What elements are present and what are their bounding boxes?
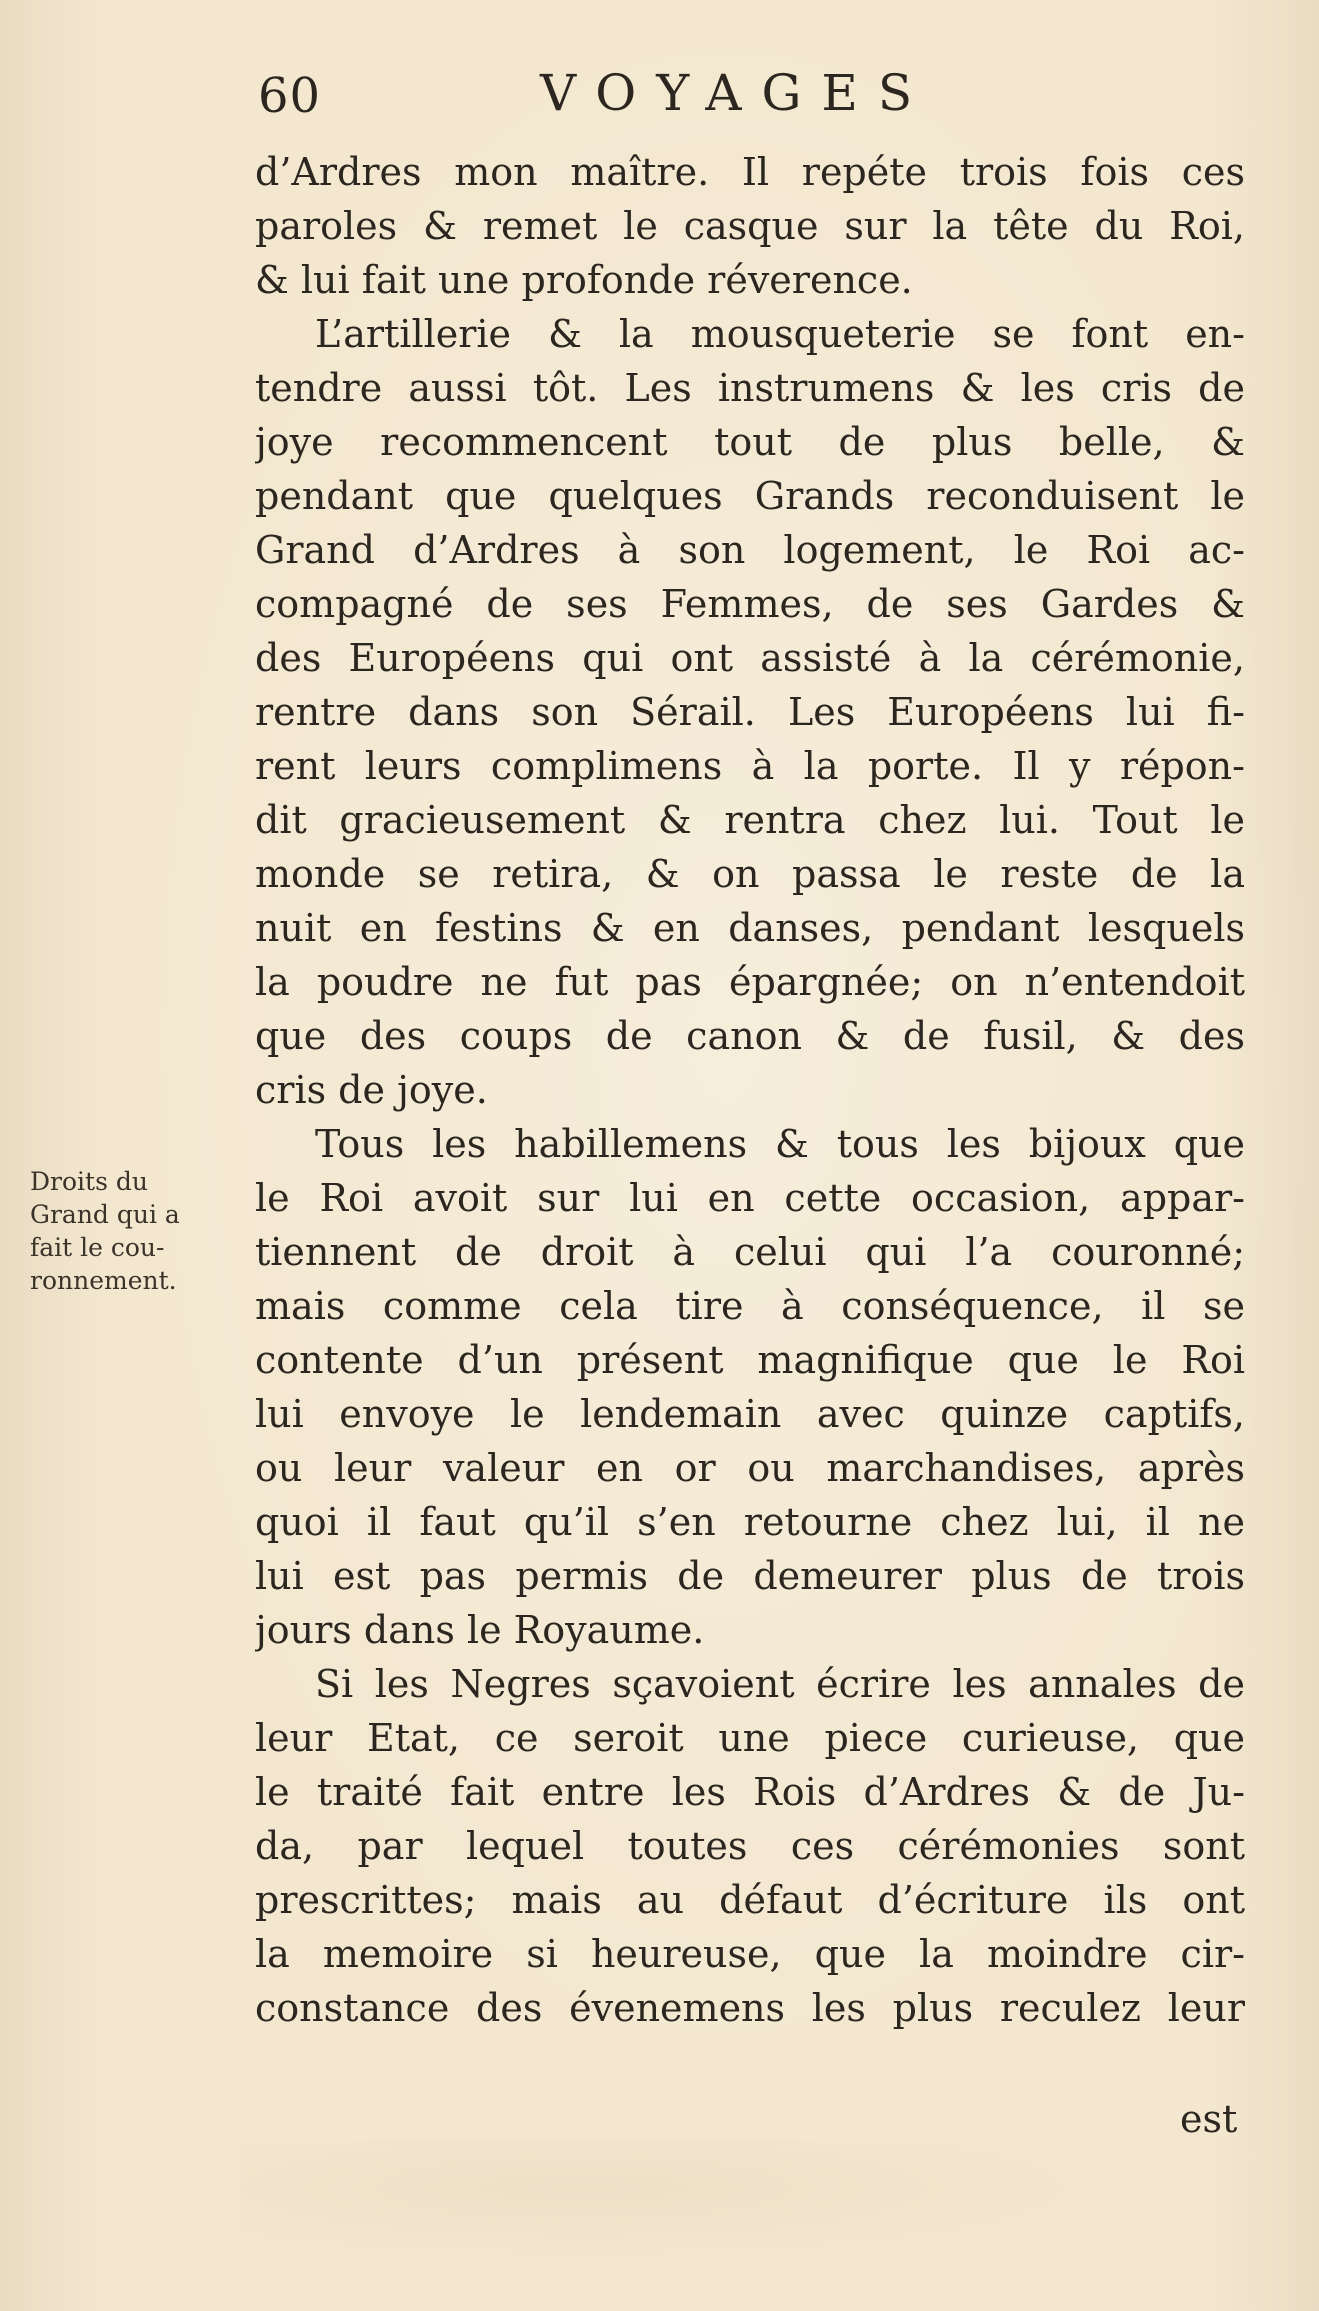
text-line: quoi il faut qu’il s’en retourne chez lui, il ne — [255, 1500, 1245, 1544]
text-line: prescrittes; mais au défaut d’écriture ils ont — [255, 1878, 1245, 1922]
text-line: & lui fait une profonde réverence. — [255, 258, 913, 302]
margin-note-line: ronnement. — [30, 1266, 177, 1295]
text-line: le Roi avoit sur lui en cette occasion, appar- — [255, 1176, 1245, 1220]
text-line: da, par lequel toutes ces cérémonies sont — [255, 1824, 1245, 1868]
text-line: la memoire si heureuse, que la moindre cir- — [255, 1932, 1245, 1976]
text-line: compagné de ses Femmes, de ses Gardes & — [255, 582, 1245, 626]
text-line: joye recommencent tout de plus belle, & — [255, 420, 1245, 464]
margin-note-line: fait le cou- — [30, 1233, 165, 1262]
margin-note-line: Droits du — [30, 1167, 148, 1196]
text-line: lui envoye le lendemain avec quinze captifs, — [255, 1392, 1245, 1436]
text-line: ou leur valeur en or ou marchandises, après — [255, 1446, 1245, 1490]
text-line: jours dans le Royaume. — [255, 1608, 705, 1652]
page-header — [258, 58, 1238, 148]
paper-stain — [240, 2140, 1100, 2260]
text-line: leur Etat, ce seroit une piece curieuse, que — [255, 1716, 1245, 1760]
text-line: L’artillerie & la mousqueterie se font en- — [315, 312, 1245, 356]
body-text — [255, 145, 1245, 2035]
text-line: constance des évenemens les plus reculez leur — [255, 1986, 1245, 2030]
text-line: Tous les habillemens & tous les bijoux que — [315, 1122, 1245, 1166]
text-line: que des coups de canon & de fusil, & des — [255, 1014, 1245, 1058]
text-line: paroles & remet le casque sur la tête du Roi, — [255, 204, 1245, 248]
text-line: la poudre ne fut pas épargnée; on n’entendoit — [255, 960, 1245, 1004]
text-line: rentre dans son Sérail. Les Européens lui fi- — [255, 690, 1245, 734]
text-line: tiennent de droit à celui qui l’a couronné; — [255, 1230, 1245, 1274]
running-title: VOYAGES — [540, 64, 933, 122]
text-line: pendant que quelques Grands reconduisent le — [255, 474, 1245, 518]
text-line: contente d’un présent magnifique que le Roi — [255, 1338, 1245, 1382]
margin-note-line: Grand qui a — [30, 1200, 180, 1229]
page-number: 60 — [258, 68, 322, 124]
text-line: nuit en festins & en danses, pendant lesquels — [255, 906, 1245, 950]
text-line: rent leurs complimens à la porte. Il y répon- — [255, 744, 1245, 788]
text-line: d’Ardres mon maître. Il repéte trois fois ces — [255, 150, 1245, 194]
margin-note — [30, 1165, 245, 1297]
text-line: lui est pas permis de demeurer plus de trois — [255, 1554, 1245, 1598]
catchword: est — [1180, 2097, 1238, 2141]
text-line: Grand d’Ardres à son logement, le Roi ac- — [255, 528, 1245, 572]
text-line: monde se retira, & on passa le reste de la — [255, 852, 1245, 896]
text-line: dit gracieusement & rentra chez lui. Tout le — [255, 798, 1245, 842]
text-line: Si les Negres sçavoient écrire les annales de — [315, 1662, 1245, 1706]
text-line: mais comme cela tire à conséquence, il se — [255, 1284, 1245, 1328]
text-line: le traité fait entre les Rois d’Ardres & de Ju- — [255, 1770, 1245, 1814]
text-line: des Européens qui ont assisté à la cérémonie, — [255, 636, 1245, 680]
text-line: tendre aussi tôt. Les instrumens & les cris de — [255, 366, 1245, 410]
text-line: cris de joye. — [255, 1068, 488, 1112]
